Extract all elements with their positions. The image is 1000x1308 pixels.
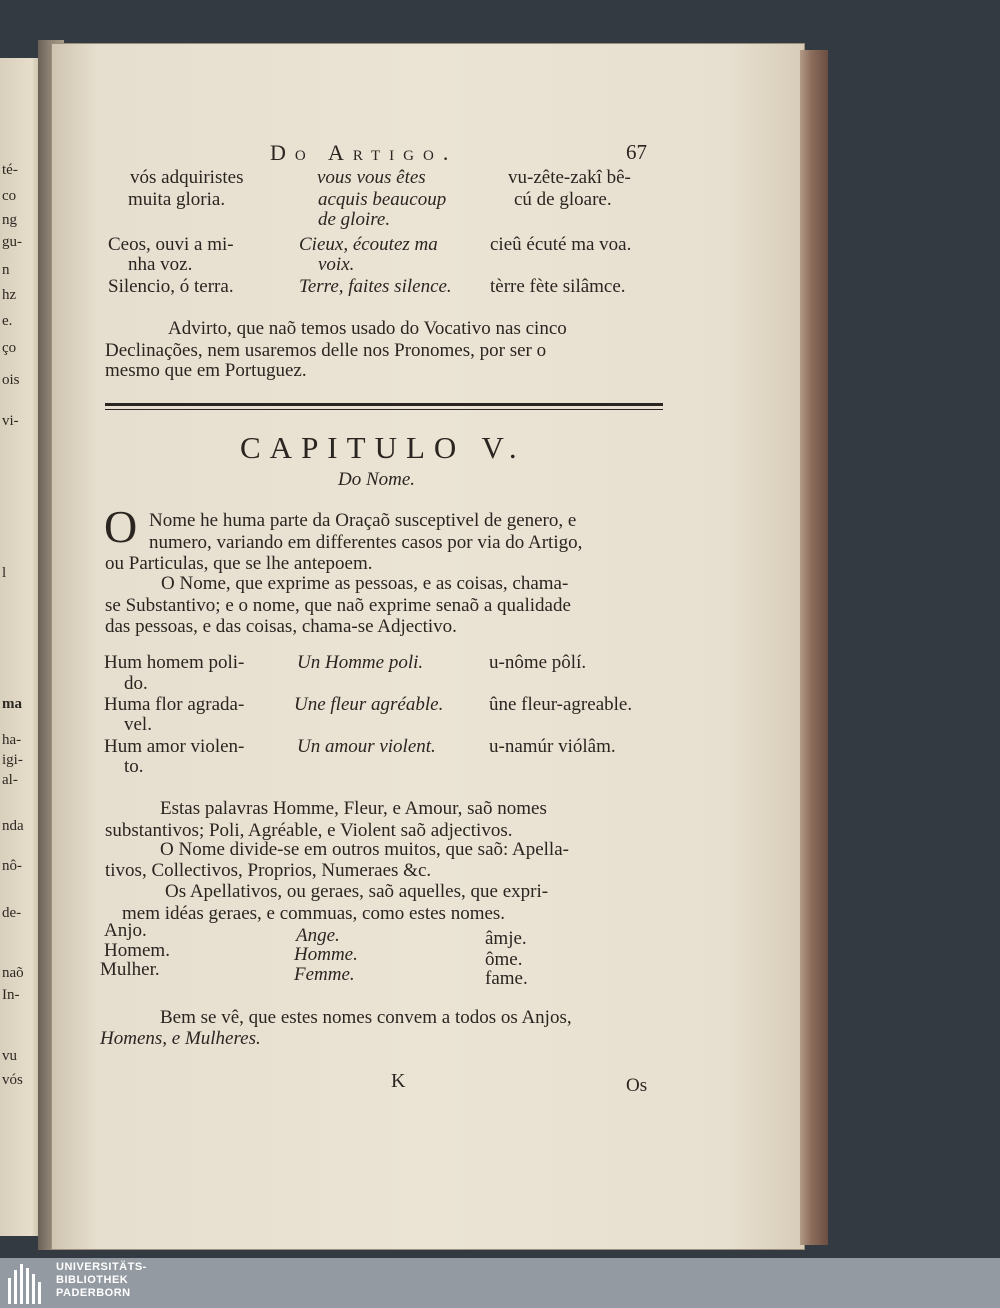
table-cell-pron: ûne fleur-agreable.	[489, 694, 633, 715]
table-cell-fr: Femme.	[294, 964, 355, 985]
fragment: hz	[2, 287, 17, 303]
table-cell-pt: Ceos, ouvi a mi-	[108, 234, 234, 255]
fragment: co	[2, 188, 17, 204]
table-cell-pt: muita gloria.	[128, 189, 226, 210]
fragment: gu-	[2, 234, 22, 250]
table-cell-pron: u-nôme pôlí.	[489, 652, 587, 673]
table-cell-pron: fame.	[485, 968, 528, 989]
library-name	[56, 1261, 147, 1300]
table-cell-pt: do.	[124, 673, 148, 694]
table-cell-pt: Hum homem poli-	[104, 652, 245, 673]
fragment: vós	[2, 1072, 23, 1088]
text-line: ou Particulas, que se lhe antepoem.	[105, 553, 373, 574]
text-line: Advirto, que naõ temos usado do Vocativo nas cinco	[168, 318, 567, 339]
text-line: Nome he huma parte da Oraçaõ susceptivel de genero, e	[149, 510, 577, 531]
text-line: mem idéas geraes, e commuas, como estes nomes.	[122, 903, 506, 924]
fragment: In-	[2, 987, 20, 1003]
library-name-line: BIBLIOTHEK	[56, 1274, 129, 1286]
section-rule	[105, 403, 663, 410]
text-line: das pessoas, e das coisas, chama-se Adjectivo.	[105, 616, 457, 637]
fragment: ha-	[2, 732, 22, 748]
table-cell-fr: Un Homme poli.	[297, 652, 424, 673]
text-line: Os Apellativos, ou geraes, saõ aquelles, que expri-	[165, 881, 549, 902]
table-cell-fr: Terre, faites silence.	[299, 276, 452, 297]
chapter-subtitle: Do Nome.	[338, 469, 416, 490]
fragment: ng	[2, 212, 17, 228]
table-cell-pron: cieû écuté ma voa.	[490, 234, 632, 255]
page-number: 67	[626, 140, 647, 164]
library-banner	[0, 1258, 1000, 1308]
text-line: Homens, e Mulheres.	[100, 1028, 261, 1049]
table-cell-pron: tèrre fète silâmce.	[490, 276, 626, 297]
table-cell-fr: Homme.	[294, 944, 358, 965]
table-cell-pt: vós adquiristes	[130, 167, 244, 188]
table-cell-fr: Une fleur agréable.	[294, 694, 444, 715]
signature-mark: K	[391, 1070, 406, 1092]
text-line: O Nome, que exprime as pessoas, e as coisas, chama-	[161, 573, 569, 594]
catchword: Os	[626, 1075, 648, 1096]
book-page	[52, 44, 804, 1249]
table-cell-pt: Homem.	[104, 940, 170, 961]
table-cell-pt: Hum amor violen-	[104, 736, 245, 757]
fragment: de-	[2, 905, 22, 921]
table-cell-fr: Ange.	[296, 925, 340, 946]
library-name-line: PADERBORN	[56, 1287, 131, 1299]
table-cell-fr: de gloire.	[318, 209, 391, 230]
fragment: n	[2, 262, 10, 278]
table-cell-pt: Mulher.	[100, 959, 160, 980]
table-cell-pt: Anjo.	[104, 920, 147, 941]
fragment: vu	[2, 1048, 17, 1064]
running-head: Do Artigo.	[270, 140, 458, 165]
text-line: se Substantivo; e o nome, que naõ exprime senaõ a qualidade	[105, 595, 571, 616]
fragment: naõ	[2, 965, 24, 981]
table-cell-pron: u-namúr viólâm.	[489, 736, 616, 757]
text-line: mesmo que em Portuguez.	[105, 360, 307, 381]
table-cell-pt: to.	[124, 756, 144, 777]
text-line: Bem se vê, que estes nomes convem a todos os Anjos,	[160, 1007, 572, 1028]
table-cell-pt: nha voz.	[128, 254, 193, 275]
table-cell-fr: voix.	[318, 254, 355, 275]
fragment: ois	[2, 372, 20, 388]
text-line: substantivos; Poli, Agréable, e Violent saõ adjectivos.	[105, 820, 513, 841]
table-cell-pron: cú de gloare.	[514, 189, 612, 210]
table-cell-fr: vous vous êtes	[317, 167, 426, 188]
text-line: numero, variando em differentes casos por via do Artigo,	[149, 532, 583, 553]
table-cell-pron: vu-zête-zakî bê-	[508, 167, 631, 188]
fragment: al-	[2, 772, 18, 788]
fragment: té-	[2, 162, 18, 178]
fragment: igi-	[2, 752, 23, 768]
fragment: vi-	[2, 413, 19, 429]
table-cell-pt: Huma flor agrada-	[104, 694, 245, 715]
text-line: Declinações, nem usaremos delle nos Pronomes, por ser o	[105, 340, 547, 361]
table-cell-fr: acquis beaucoup	[318, 189, 447, 210]
fragment: ma	[2, 696, 22, 712]
table-cell-pron: âmje.	[485, 928, 527, 949]
fragment: e.	[2, 313, 13, 329]
page-block-edge	[800, 50, 828, 1245]
drop-cap: O	[104, 501, 138, 552]
table-cell-pron: ôme.	[485, 949, 523, 970]
fragment: nda	[2, 818, 24, 834]
library-logo-icon	[6, 1262, 46, 1304]
fragment: nô-	[2, 858, 22, 874]
table-cell-fr: Cieux, écoutez ma	[299, 234, 438, 255]
table-cell-fr: Un amour violent.	[297, 736, 436, 757]
table-cell-pt: vel.	[124, 714, 152, 735]
text-line: tivos, Collectivos, Proprios, Numeraes &c.	[105, 860, 432, 881]
chapter-title: CAPITULO V.	[240, 430, 526, 465]
fragment: l	[2, 565, 7, 581]
library-name-line: UNIVERSITÄTS-	[56, 1261, 147, 1273]
table-cell-pt: Silencio, ó terra.	[108, 276, 234, 297]
fragment: ço	[2, 340, 17, 356]
text-line: Estas palavras Homme, Fleur, e Amour, saõ nomes	[160, 798, 547, 819]
text-line: O Nome divide-se em outros muitos, que saõ: Apella-	[160, 839, 569, 860]
